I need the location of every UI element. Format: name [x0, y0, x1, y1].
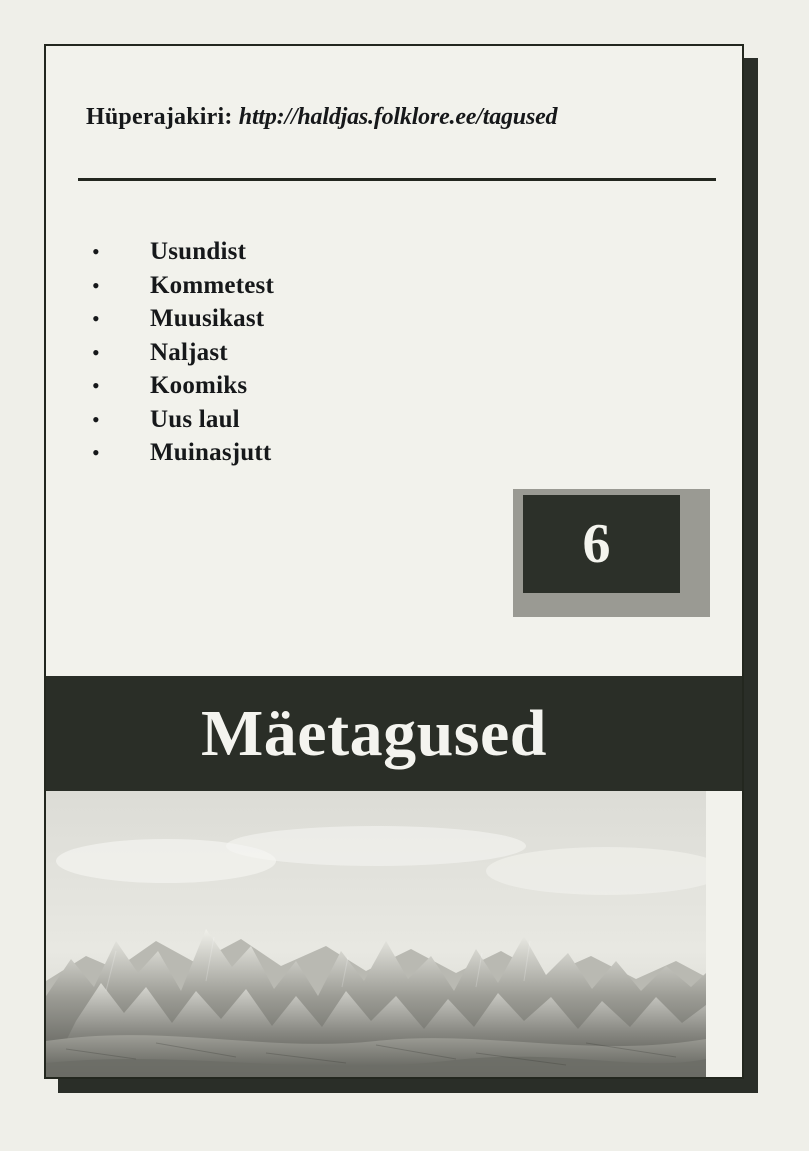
list-item — [84, 406, 644, 440]
issue-number-text: 6 — [582, 513, 611, 575]
mountain-photo-graphic — [46, 791, 706, 1079]
cover-photograph — [46, 791, 706, 1079]
masthead-label: Hüperajakiri: — [86, 104, 233, 130]
title-band — [46, 676, 742, 791]
page-title: Mäetagused — [201, 696, 547, 770]
bullet-icon: • — [92, 272, 100, 298]
bullet-icon: • — [92, 339, 100, 365]
contents-item-label: Muusikast — [150, 305, 265, 332]
list-item — [84, 439, 644, 473]
bullet-icon: • — [92, 406, 100, 432]
cover-sheet — [44, 44, 744, 1079]
list-item — [84, 372, 644, 406]
contents-list — [84, 238, 644, 473]
contents-item-label: Kommetest — [150, 271, 274, 299]
contents-item-label: Koomiks — [150, 372, 248, 399]
list-item — [84, 305, 644, 339]
masthead — [86, 104, 706, 131]
bullet-icon: • — [92, 440, 100, 465]
contents-item-label: Uus laul — [150, 405, 240, 433]
contents-item-label: Muinasjutt — [150, 439, 272, 466]
horizontal-rule — [78, 178, 716, 181]
list-item — [84, 339, 644, 373]
contents-item-label: Naljast — [150, 338, 228, 366]
bullet-icon: • — [92, 239, 100, 264]
list-item — [84, 272, 644, 306]
bullet-icon: • — [92, 373, 100, 398]
issue-number-badge — [513, 489, 710, 617]
masthead-url[interactable]: http://haldjas.folklore.ee/tagused — [238, 104, 558, 130]
contents-item-label: Usundist — [150, 238, 247, 265]
list-item — [84, 238, 644, 272]
bullet-icon: • — [92, 306, 100, 331]
cover-top-area — [46, 46, 742, 676]
